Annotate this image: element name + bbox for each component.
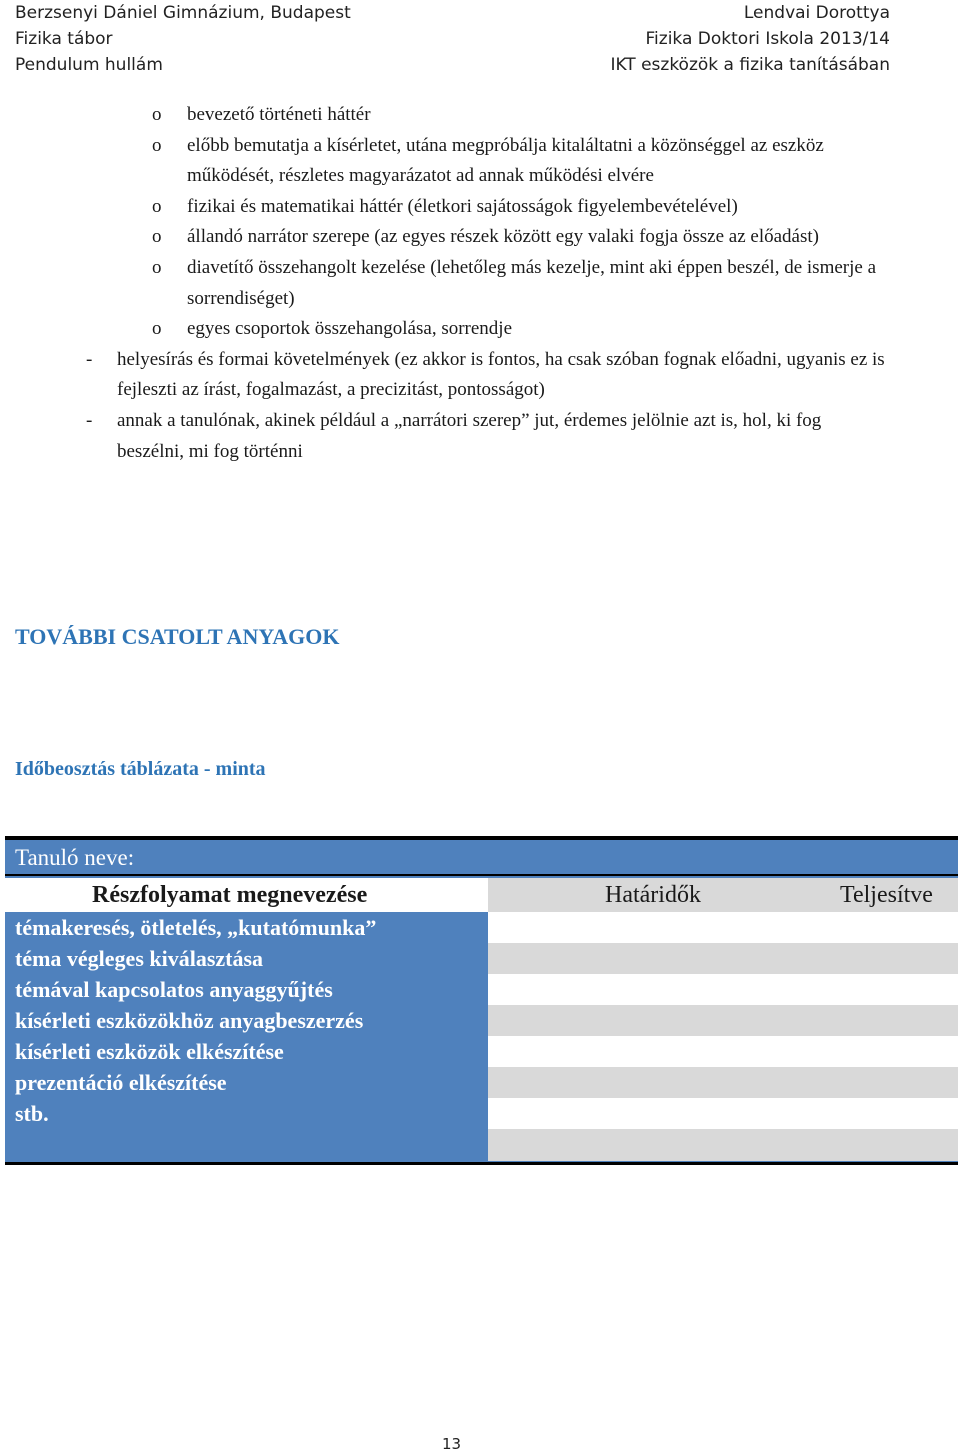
deadline-columns bbox=[488, 878, 958, 1162]
table-row: téma végleges kiválasztása bbox=[15, 946, 264, 971]
task-column bbox=[5, 878, 488, 1162]
list-item bbox=[0, 345, 960, 406]
dash-bullet-icon: - bbox=[86, 409, 93, 431]
header-row-2 bbox=[15, 26, 890, 52]
header-topic: Pendulum hullám bbox=[15, 55, 163, 75]
circle-bullet-icon: o bbox=[152, 256, 162, 278]
guideline-list bbox=[0, 100, 960, 467]
table-row-stripe bbox=[488, 974, 958, 1005]
header-program: Fizika Doktori Iskola 2013/14 bbox=[645, 29, 890, 49]
header-row-1 bbox=[15, 0, 890, 26]
header-school: Berzsenyi Dániel Gimnázium, Budapest bbox=[15, 3, 351, 23]
schedule-table bbox=[5, 836, 958, 1165]
table-row: stb. bbox=[15, 1101, 49, 1126]
list-item bbox=[0, 192, 960, 223]
table-row-stripe bbox=[488, 1129, 958, 1161]
list-item-text: diavetítő összehangolt kezelése (lehetőleg más kezelje, mint aki éppen beszél, de ismerje a sorrendiséget) bbox=[187, 256, 877, 309]
circle-bullet-icon: o bbox=[152, 134, 162, 156]
list-item-text: annak a tanulónak, akinek például a „narrátori szerep” jut, érdemes jelölnie azt is, hol, ki fog beszélni, mi fog történni bbox=[117, 409, 822, 462]
list-item bbox=[0, 253, 960, 314]
table-row-stripe bbox=[488, 1098, 958, 1129]
table-row: kísérleti eszközök elkészítése bbox=[15, 1039, 284, 1064]
list-item bbox=[0, 406, 960, 467]
list-item bbox=[0, 314, 960, 345]
circle-bullet-icon: o bbox=[152, 104, 162, 125]
list-item bbox=[0, 222, 960, 253]
list-item-text: előbb bemutatja a kísérletet, utána megpróbálja kitaláltatni a közönséggel az eszköz működését, részletes magyarázatot ad annak működési elvére bbox=[187, 134, 824, 187]
header-course: IKT eszközök a fizika tanításában bbox=[610, 55, 890, 75]
page-header bbox=[15, 0, 890, 78]
header-camp: Fizika tábor bbox=[15, 29, 113, 49]
list-item-text: állandó narrátor szerepe (az egyes részek között egy valaki fogja össze az előadást) bbox=[187, 226, 819, 248]
list-item-text: helyesírás és formai követelmények (ez akkor is fontos, ha csak szóban fognak előadni, ugyanis ez is fejleszti az írást, fogalmazást, a precizitást, pontosságot) bbox=[117, 348, 885, 401]
table-row: témakeresés, ötletelés, „kutatómunka” bbox=[15, 915, 377, 940]
table-row-stripe bbox=[488, 943, 958, 974]
circle-bullet-icon: o bbox=[152, 318, 162, 340]
header-author: Lendvai Dorottya bbox=[743, 3, 890, 23]
page-number: 13 bbox=[441, 1435, 462, 1453]
table-row: prezentáció elkészítése bbox=[15, 1070, 227, 1095]
circle-bullet-icon: o bbox=[152, 226, 162, 248]
circle-bullet-icon: o bbox=[152, 195, 162, 217]
student-name-row: Tanuló neve: bbox=[5, 840, 958, 876]
table-row-stripe bbox=[488, 1036, 958, 1067]
dash-bullet-icon: - bbox=[86, 348, 93, 370]
list-item bbox=[0, 131, 960, 192]
table-row: kísérleti eszközökhöz anyagbeszerzés bbox=[15, 1008, 364, 1033]
list-item bbox=[0, 100, 960, 131]
list-item-text: egyes csoportok összehangolása, sorrendje bbox=[187, 318, 513, 340]
task-column-header: Részfolyamat megnevezése bbox=[92, 882, 368, 908]
table-row-stripe bbox=[488, 912, 958, 943]
table-row-stripe bbox=[488, 1067, 958, 1098]
table-row-stripe bbox=[488, 1005, 958, 1036]
deadline-column-header: Határidők bbox=[605, 882, 701, 908]
schedule-heading: Időbeosztás táblázata - minta bbox=[15, 758, 266, 780]
list-item-text: fizikai és matematikai háttér (életkori sajátosságok figyelembevételével) bbox=[187, 195, 738, 217]
list-item-text: bevezető történeti háttér bbox=[187, 104, 371, 125]
table-row: témával kapcsolatos anyaggyűjtés bbox=[15, 977, 333, 1002]
attachments-heading: TOVÁBBI CSATOLT ANYAGOK bbox=[15, 624, 340, 649]
header-row-3 bbox=[15, 52, 890, 78]
done-column-header: Teljesítve bbox=[840, 882, 933, 908]
